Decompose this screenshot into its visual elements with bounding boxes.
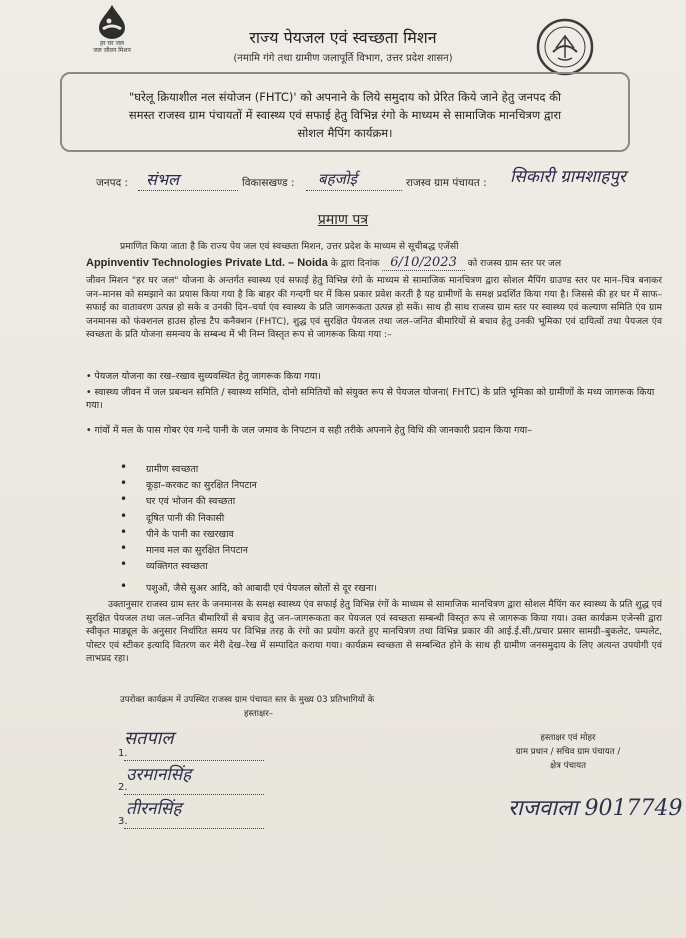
list-item: • मानव मल का सुरक्षित निपटान: [120, 543, 480, 559]
location-fields: [96, 167, 686, 196]
program-date: 6/10/2023: [382, 255, 465, 271]
participant-signature: उरमानसिंह: [126, 765, 192, 785]
logo-text-2: जल जीवन मिशन: [93, 47, 131, 54]
mission-title: राज्य पेयजल एवं स्वच्छता मिशन: [249, 28, 437, 47]
participants-caption-2: हस्ताक्षर–: [244, 709, 274, 719]
program-banner: [60, 72, 630, 152]
agency-line: [86, 256, 662, 271]
district-value: संभल: [146, 170, 179, 189]
list-item: • कूड़ा–करकट का सुरक्षित निपटान: [120, 478, 480, 494]
certificate-paragraph-1: जीवन मिशन "हर घर जल" योजना के अन्तर्गत स्वास्थ्य एवं सफाई हेतु विभिन्न रंगो के माध्यम से सामाजिक मानचित्रण द्वारा सोशल मैपिंग ग्राउण्ड स्तर पर मान–चित्र बनाकर जन–मानस को समझाने का प्रयास किया गया है कि बाहर की गन्दगी घर में किस प्रकार प्रवेश करती है यह ग्रामीणों के समक्ष प्रदर्शित किया गया है। जिससे की हर घर में साफ–सफाई का वातावरण उत्पन्न हो सके व उनकी दिन–चर्या एंव स्वास्थ्य के प्रति जागरूकता उत्पन्न हो सकें। साथ ही साथ राजस्व ग्राम स्तर पर स्वास्थ्य एवं कल्याण समिति एंव ग्राम जनमानस को फंक्शनल हाउस होल्ड टैप कनैक्शन (FHTC), शुद्ध एवं सुरक्षित पेयजल तथा जल–जनित बीमारियों से बचाव हेतु उनकी भूमिका एवं दायित्वों तथा पेयजल एंव स्वच्छता के प्रति योजना समन्वय के सम्बन्ध में भी निम्न विस्तृत रूप से जागरूक किया गया :–: [86, 275, 662, 341]
agency-line-text: के द्वारा दिनांक: [330, 258, 380, 269]
block-label: विकासखण्ड :: [242, 177, 295, 189]
mission-subtitle: (नमामि गंगे तथा ग्रामीण जलापूर्ति विभाग, उत्तर प्रदेश शासन): [233, 53, 453, 64]
signature-line: [124, 794, 264, 795]
list-item: • घर एवं भोजन की स्वच्छता: [120, 494, 480, 510]
hygiene-topics-list: [120, 462, 480, 598]
signature-number: 2.: [118, 782, 128, 793]
bullet-item: • स्वास्थ्य जीवन में जल प्रबन्धन समिति / स्वास्थ्य समिति, दोनो समितियों को संयुक्त रूप से पेयजल योजना( FHTC) के प्रति भूमिका को ग्रामीणों के मध्य जागरूक किया गया।: [86, 387, 655, 411]
certificate-paragraph-2: उक्तानुसार राजस्व ग्राम स्तर के जनमानस के समक्ष स्वास्थ्य एंव सफाई हेतु विभिन्न रंगों के माध्यम से सामाजिक मानचित्रण द्वारा सोशल मैपिंग कर स्वास्थ्य के प्रति शुद्ध एवं सुरक्षित पेयजल तथा जल–जनित बीमारियों से बचाव हेतु जन–जागरूकता कर पेयजल एवं स्वच्छता सम्बन्धी विस्तृत रूप से जागरूक किया गया। उक्त कार्यक्रम एजेन्सी द्वारा स्वीकृत माड्यूल के अनुसार निर्धारित समय पर विभिन्न तरह के रंगो का प्रयोग करते हुए मानचित्रण तथा विभिन्न प्रकार की आई.ई.सी./प्रचार प्रसार सामग्री–बुकलेट, पम्पलेट, पोस्टर एवं स्टीकर इत्यादि वितरण कर मेरी देख–रेख में सम्पादित कराया गया। कार्यक्रम स्वच्छता से सम्बन्धित होने के साथ ही ग्रामीण जनसमुदाय के लिए अत्यन्त उपयोगी एवं लाभप्रद रहा।: [86, 599, 662, 665]
participants-caption: उपरोक्त कार्यक्रम में उपस्थित राजस्व ग्राम पंचायत स्तर के मुख्य 03 प्रतिभागियों के: [120, 695, 375, 705]
panchayat-value: सिकारी ग्रामशाहपुर: [510, 167, 626, 187]
stamp-caption-2: ग्राम प्रधान / सचिव ग्राम पंचायत /: [515, 747, 621, 757]
participant-signature: तीरनसिंह: [126, 799, 182, 819]
panchayat-label: राजस्व ग्राम पंचायत :: [406, 177, 487, 189]
bullet-text: स्वास्थ्य जीवन में जल प्रबन्धन समिति / स्वास्थ्य समिति, दोनो समितियों को संयुक्त रूप से पेयजल योजना( FHTC) के प्रति भूमिका को ग्रामीणों के मध्य जागरूक किया गया।: [86, 387, 655, 411]
block-value: बहजोई: [318, 170, 357, 188]
agency-name: Appinventiv Technologies Private Ltd. – Noida: [86, 257, 328, 269]
signature-line: [124, 760, 264, 761]
signature-number: 3.: [118, 816, 128, 827]
participant-signature: सतपाल: [124, 728, 174, 749]
stamp-caption-1: हस्ताक्षर एवं मोहर: [540, 733, 596, 743]
banner-line-2: समस्त राजस्व ग्राम पंचायतों में स्वास्थ्य एवं सफाई हेतु विभिन्न रंगो के माध्यम से सामाजिक मानचित्रण द्वारा: [128, 108, 562, 122]
list-item: • पीने के पानी का रखरखाव: [120, 527, 480, 543]
signature-line: [124, 828, 264, 829]
bullet-text: पेयजल योजना का रख–रखाव सुव्यवस्थित हेतु जागरूक किया गया।: [94, 371, 321, 382]
signature-number: 1.: [118, 748, 128, 759]
banner-line-3: सोशल मैपिंग कार्यक्रम।: [297, 126, 393, 140]
certificate-title: प्रमाण पत्र: [317, 212, 369, 228]
banner-line-1: "घरेलू क्रियाशील नल संयोजन (FHTC)' को अपनाने के लिये समुदाय को प्रेरित किये जाने हेतु जनपद की: [129, 90, 561, 104]
certificate-intro-line: [86, 240, 662, 254]
list-item: • दूषित पानी की निकासी: [120, 511, 480, 527]
intro-text: प्रमाणित किया जाता है कि राज्य पेय जल एवं स्वच्छता मिशन, उत्तर प्रदेश के माध्यम से सूचीबद्ध एजेंसी: [120, 241, 459, 252]
list-item: • ग्रामीण स्वच्छता: [120, 462, 480, 478]
bullet-item: • गांवों में मल के पास गोबर एंव गन्दे पानी के जल जमाव के निपटान व सही तरीके अपनाने हेतु विधि की जानकारी प्रदान किया गया–: [86, 425, 532, 436]
list-item: • पशुओं, जैसे सुअर आदि, को आबादी एवं पेयजल स्रोतों से दूर रखना।: [120, 581, 480, 597]
authority-signature: राजवाला 9017749: [508, 796, 683, 821]
stamp-caption-3: क्षेत्र पंचायत: [549, 761, 587, 771]
logo-text-1: हर घर जल: [100, 40, 124, 47]
agency-line-end: को राजस्व ग्राम स्तर पर जल: [467, 258, 562, 269]
district-label: जनपद :: [96, 177, 129, 189]
list-item: • व्यक्तिगत स्वच्छता: [120, 559, 480, 575]
bullet-item: • पेयजल योजना का रख–रखाव सुव्यवस्थित हेतु जागरूक किया गया।: [86, 371, 321, 382]
bullet-text: गांवों में मल के पास गोबर एंव गन्दे पानी के जल जमाव के निपटान व सही तरीके अपनाने हेतु विधि की जानकारी प्रदान किया गया–: [94, 425, 532, 436]
